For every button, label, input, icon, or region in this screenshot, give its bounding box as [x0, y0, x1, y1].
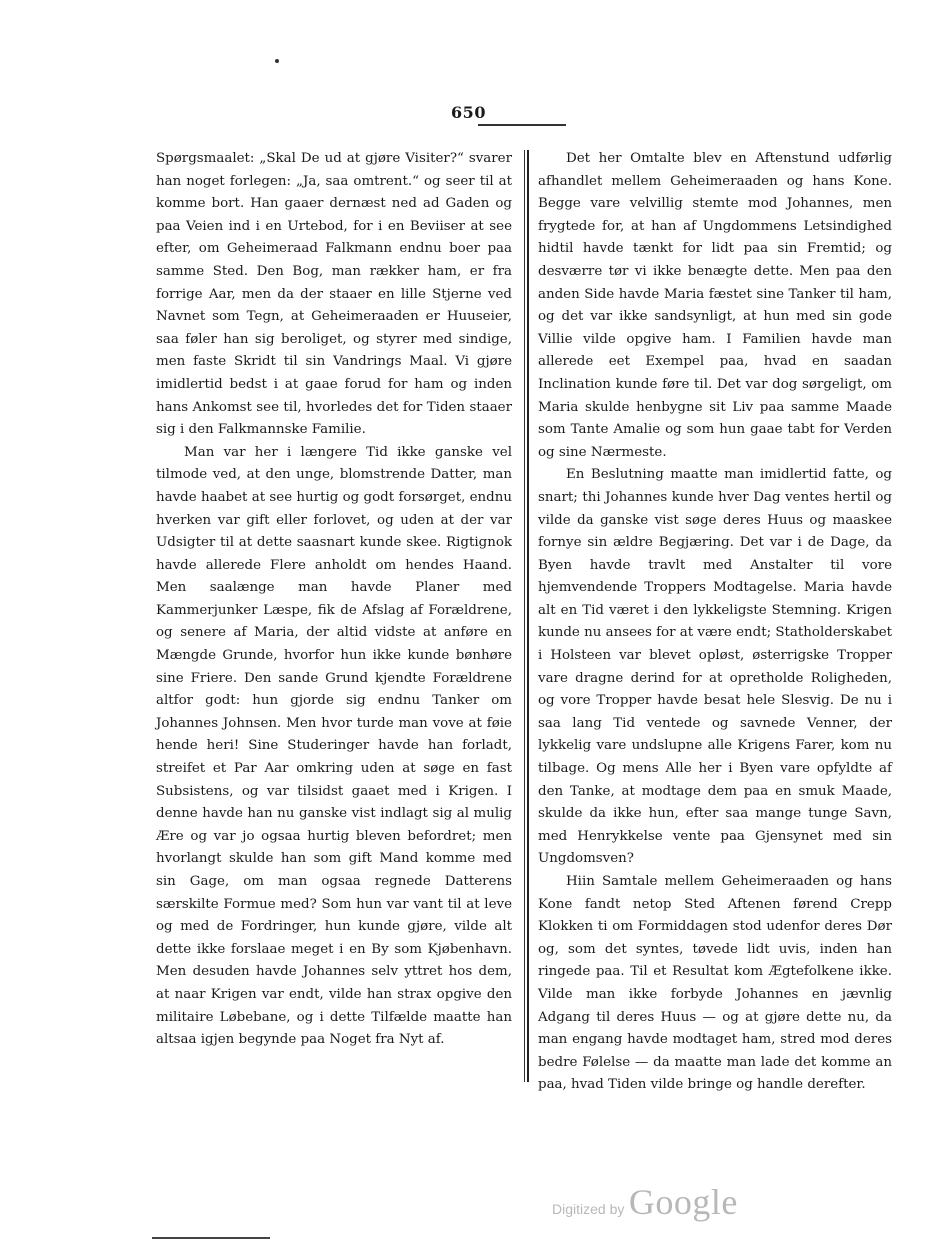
- left-paragraph-2: Man var her i længere Tid ikke ganske vel tilmode ved, at den unge, blomstrende Datter, man havde haabet at see hurtig og godt forsørget, endnu hverken var gift eller forlovet, og uden at der var Udsigter til at dette saasnart kunde skee. Rigtignok havde allerede Flere anholdt om hendes Haand. Men saalænge man havde Planer med Kammerjunker Læspe, fik de Afslag af Forældrene, og senere af Maria, der altid vidste at anføre en Mængde Grunde, hvorfor hun ikke kunde bønhøre sine Friere. Den sande Grund kjendte Forældrene altfor godt: hun gjorde sig endnu Tanker om Johannes Johnsen. Men hvor turde man vove at føie hende heri! Sine Studeringer havde han forladt, streifet et Par Aar omkring uden at søge en fast Subsistens, og var tilsidst gaaet med i Krigen. I denne havde han nu ganske vist indlagt sig al mulig Ære og var jo ogsaa hurtig bleven befordret; men hvorlangt skulde han som gift Mand komme med sin Gage, om man ogsaa regnede Datterens særskilte Formue med? Som hun var vant til at leve og med de Fordringer, hun kunde gjøre, vilde alt dette ikke forslaae meget i en By som Kjøbenhavn. Men desuden havde Johannes selv yttret hos dem, at naar Krigen var endt, vilde han strax opgive den militaire Løbebane, og i dette Tilfælde maatte han altsaa igjen begynde paa Noget fra Nyt af.: [156, 444, 512, 1048]
- digitized-watermark: [552, 1181, 738, 1231]
- column-divider-thin: [524, 150, 525, 1082]
- stray-dot: [275, 59, 279, 63]
- bottom-rule: [152, 1237, 270, 1239]
- watermark-brand: Google: [628, 1182, 738, 1222]
- page-number-rule: [478, 124, 566, 126]
- watermark-prefix: Digitized by: [552, 1201, 625, 1217]
- left-column: [156, 148, 512, 1052]
- page-number: 650: [451, 103, 486, 122]
- right-paragraph-3: Hiin Samtale mellem Geheimeraaden og hans Kone fandt netop Sted Aftenen førend Crepp Klokken ti om Formiddagen stod udenfor deres Dør og, som det syntes, tøvede lidt uvis, inden han ringede paa. Til et Resultat kom Ægtefolkene ikke. Vilde man ikke forbyde Johannes en jævnlig Adgang til deres Huus — og at gjøre dette nu, da man engang havde modtaget ham, stred mod deres bedre Følelse — da maatte man lade det komme an paa, hvad Tiden vilde bringe og handle derefter.: [538, 874, 892, 1093]
- right-column: [538, 148, 892, 1097]
- right-paragraph-1: Det her Omtalte blev en Aftenstund udførlig afhandlet mellem Geheimeraaden og hans Kone. Begge vare velvillig stemte mod Johannes, men frygtede for, at han af Ungdommens Letsindighed hidtil havde tænkt for lidt paa sin Fremtid; og desværre tør vi ikke benægte dette. Men paa den anden Side havde Maria fæstet sine Tanker til ham, og det var ikke sandsynligt, at hun med sin gode Villie vilde opgive ham. I Familien havde man allerede eet Exempel paa, hvad en saadan Inclination kunde føre til. Det var dog sørgeligt, om Maria skulde henbygne sit Liv paa samme Maade som Tante Amalie og som hun gaae tabt for Verden og sine Nærmeste.: [538, 151, 892, 460]
- column-divider-thick: [527, 150, 529, 1082]
- right-paragraph-2: En Beslutning maatte man imidlertid fatte, og snart; thi Johannes kunde hver Dag ventes hertil og vilde da ganske vist søge deres Huus og maaskee fornye sin ældre Begjæring. Det var i de Dage, da Byen havde travlt med Anstalter til vore hjemvendende Troppers Modtagelse. Maria havde alt en Tid været i den lykkeligste Stemning. Krigen kunde nu ansees for at være endt; Statholderskabet i Holsteen var blevet opløst, østerrigske Tropper vare dragne derind for at opretholde Roligheden, og vore Tropper havde besat hele Slesvig. De nu i saa lang Tid ventede og savnede Venner, der lykkelig vare undslupne alle Krigens Farer, kom nu tilbage. Og mens Alle her i Byen vare opfyldte af den Tanke, at modtage dem paa en smuk Maade, skulde da ikke hun, efter saa mange tunge Savn, med Henrykkelse vente paa Gjensynet med sin Ungdomsven?: [538, 467, 893, 867]
- left-paragraph-1: Spørgsmaalet: „Skal De ud at gjøre Visiter?“ svarer han noget forlegen: „Ja, saa omtrent.“ og seer til at komme bort. Han gaaer dernæst ned ad Gaden og paa Veien ind i en Urtebod, for i en Beviiser at see efter, om Geheimeraad Falkmann endnu boer paa samme Sted. Den Bog, man rækker ham, er fra forrige Aar, men da der staaer en lille Stjerne ved Navnet som Tegn, at Geheimeraaden er Huuseier, saa føler han sig beroliget, og styrer med sindige, men faste Skridt til sin Vandrings Maal. Vi gjøre imidlertid bedst i at gaae forud for ham og inden hans Ankomst see til, hvorledes det for Tiden staaer sig i den Falkmannske Familie.: [156, 151, 512, 438]
